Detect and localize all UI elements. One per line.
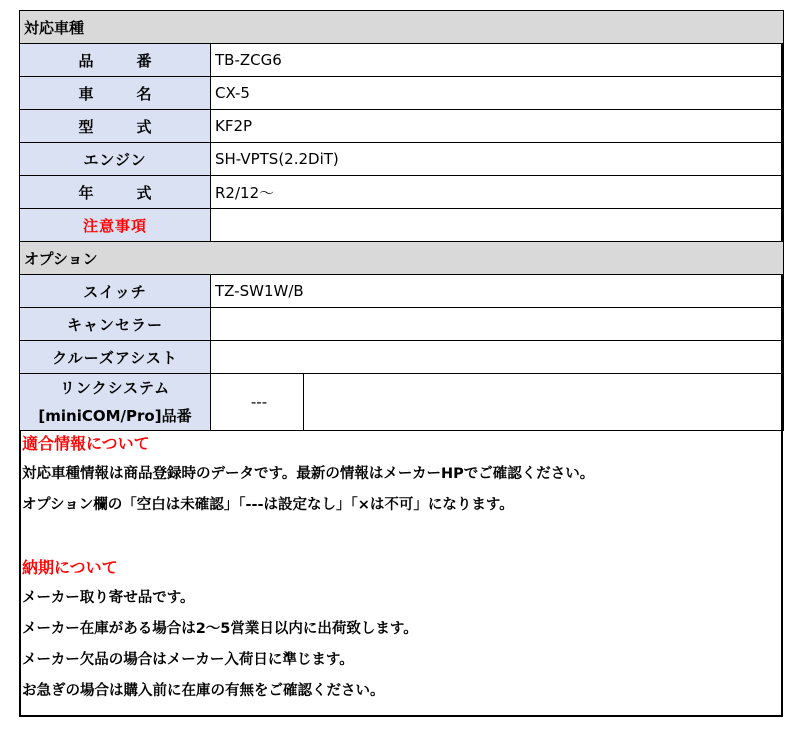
table-row [20,44,784,77]
table-row [20,176,784,209]
fit-info-line: 対応車種情報は商品登録時のデータです。最新の情報はメーカーHPでご確認ください。 [22,466,595,482]
label-year: 年 式 [20,176,211,209]
label-model-code: 型 式 [20,110,211,143]
table-row [20,209,784,242]
delivery-title: 納期について [22,558,118,577]
link-system-label: リンクシステム [59,379,171,397]
table-row [20,374,784,431]
spec-table [19,10,784,431]
table-row [20,275,784,308]
table-row [20,341,784,374]
fit-info-line: オプション欄の「空白は未確認」「---は設定なし」「×は不可」になります。 [22,497,514,513]
notes-section [22,431,778,710]
table-row [20,110,784,143]
table-row [20,308,784,341]
label-switch: スイッチ [20,275,211,308]
delivery-line: メーカー欠品の場合はメーカー入荷日に準じます。 [22,652,354,668]
label-car-name: 車 名 [20,77,211,110]
value-year: R2/12〜 [211,176,784,209]
link-system-sublabel: [miniCOM/Pro]品番 [38,407,192,425]
table-row [20,77,784,110]
value-canceller [211,308,784,341]
label-canceller: キャンセラー [20,308,211,341]
value-cruise-assist [211,341,784,374]
value-model-code: KF2P [211,110,784,143]
delivery-line: メーカー取り寄せ品です。 [22,590,195,606]
delivery-line: メーカー在庫がある場合は2〜5営業日以内に出荷致します。 [22,621,418,637]
table-row [20,143,784,176]
fit-info-title: 適合情報について [22,434,150,453]
value-car-name: CX-5 [211,77,784,110]
label-cruise-assist: クルーズアシスト [20,341,211,374]
label-link-system [20,374,211,431]
spacer [22,524,778,555]
label-notes: 注意事項 [20,209,211,242]
section-header-compat [20,11,784,44]
section-title-options: オプション [20,242,784,275]
section-title-compat: 対応車種 [20,11,784,44]
label-part-number: 品 番 [20,44,211,77]
value-switch: TZ-SW1W/B [211,275,784,308]
delivery-line: お急ぎの場合は購入前に在庫の有無をご確認ください。 [22,683,385,699]
value-notes [211,209,784,242]
value-part-number: TB-ZCG6 [211,44,784,77]
label-engine: エンジン [20,143,211,176]
value-engine: SH-VPTS(2.2DiT) [211,143,784,176]
value-link-system-extra [304,374,784,431]
section-header-options [20,242,784,275]
value-link-system: --- [211,374,304,431]
